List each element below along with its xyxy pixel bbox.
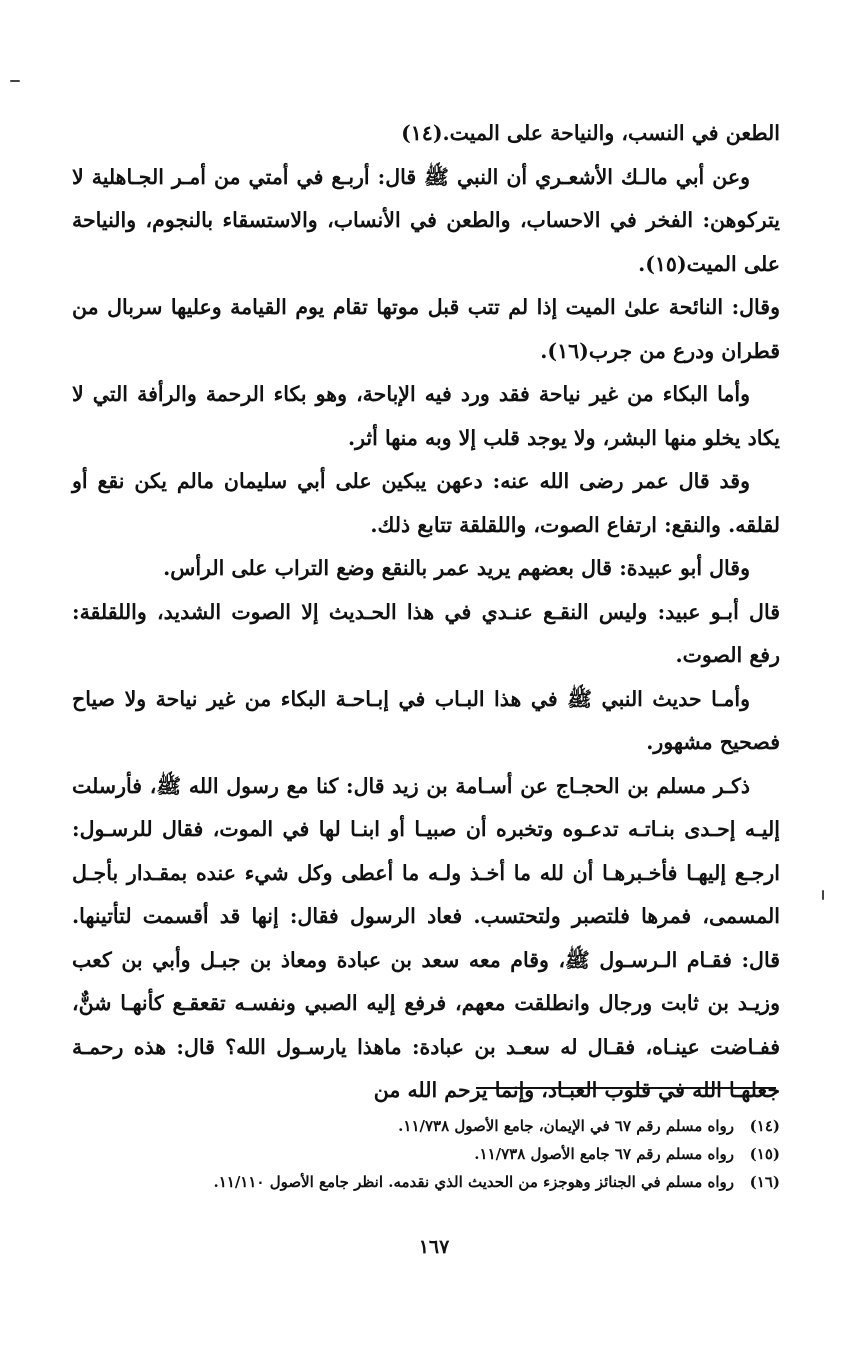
scan-mark-right — [822, 890, 824, 900]
paragraph: وقال: النائحة علىٰ الميت إذا لم تتب قبل موتها تقام يوم القيامة وعليها سربال من قطران ودرع من جرب(١٦). — [72, 295, 780, 363]
paragraph: وعن أبي مالـك الأشعـري أن النبي ﷺ قال: أربـع في أمتي من أمـر الجـاهلية لا يتركوهن: الفخر في الاحساب، والطعن في الأنساب، والاستسقاء بالنجوم، والنياحة على الميت(١٥). — [72, 164, 780, 276]
scan-mark-top-left — [10, 80, 20, 82]
footnote-text: رواه مسلم رقم ٦٧ جامع الأصول ١١/٧٣٨. — [474, 1145, 734, 1163]
paragraph: وقال أبو عبيدة: قال بعضهم يريد عمر بالنقع وضع التراب على الرأس. — [163, 556, 750, 580]
paragraph: وأمـا حديث النبي ﷺ في هذا البـاب في إبـاحـة البكاء من غير نياحة ولا صياح فصحيح مشهور. — [72, 686, 780, 754]
footnote-text: رواه مسلم في الجنائز وهوجزء من الحديث الذي نقدمه. انظر جامع الأصول ١١/١١٠. — [213, 1173, 734, 1191]
footnote-number: (١٦) — [749, 1173, 780, 1191]
main-text — [72, 112, 780, 1113]
paragraph: ذكـر مسلم بن الحجـاج عن أسـامة بن زيد قال: كنا مع رسول الله ﷺ، فأرسلت إليـه إحـدى بنـاتـه تدعـوه وتخبره أن صبيـا أو ابنـا لها في الموت، فقال للرسـول: ارجـع إليهـا فأخـبرهـا أن لله ما أخـذ ولـه ما أعطى وكل شيء عنده بمقـدار بأجـل المسمى، فمرها فلتصبر ولتحتسب. فعاد الرسول فقال: إنها قد أقسمت لتأتينها. قال: فقـام الـرسـول ﷺ، وقام معه سعد بن عبادة ومعاذ بن جبـل وأبي بن كعب وزيـد بن ثابت ورجال وانطلقت معهم، فرفع إليه الصبي ونفسـه تقعقـع كأنهـا شنٌّ، ففـاضت عينـاه، فقـال له سعـد بن عبادة: ماهذا يارسـول الله؟ قال: هذه رحمـة جعلهـا الله في قلوب العبـاد، وإنما يرحم الله من — [72, 773, 780, 1102]
paragraph: قال أبـو عبيد: وليس النقـع عنـدي في هذا الحـديث إلا الصوت الشديد، واللقلقة: رفع الصوت. — [72, 599, 780, 667]
footnote — [80, 1112, 780, 1140]
paragraph: وأما البكاء من غير نياحة فقد ورد فيه الإباحة، وهو بكاء الرحمة والرأفة التي لا يكاد يخلو منها البشر، ولا يوجد قلب إلا وبه منها أثر. — [72, 382, 780, 450]
footnote-separator — [476, 1087, 776, 1089]
footnote-number: (١٥) — [749, 1145, 780, 1163]
paragraph: الطعن في النسب، والنياحة على الميت.(١٤) — [401, 121, 780, 145]
footnote-text: رواه مسلم رقم ٦٧ في الإيمان، جامع الأصول ١١/٧٣٨. — [398, 1117, 734, 1135]
footnotes — [80, 1112, 780, 1196]
paragraph: وقد قال عمر رضى الله عنه: دعهن يبكين على أبي سليمان مالم يكن نقع أو لقلقه. والنقع: ارتفاع الصوت، واللقلقة تتابع ذلك. — [72, 469, 780, 537]
footnote — [80, 1168, 780, 1196]
footnote — [80, 1140, 780, 1168]
footnote-number: (١٤) — [749, 1117, 780, 1135]
page-number: ١٦٧ — [418, 1236, 450, 1258]
